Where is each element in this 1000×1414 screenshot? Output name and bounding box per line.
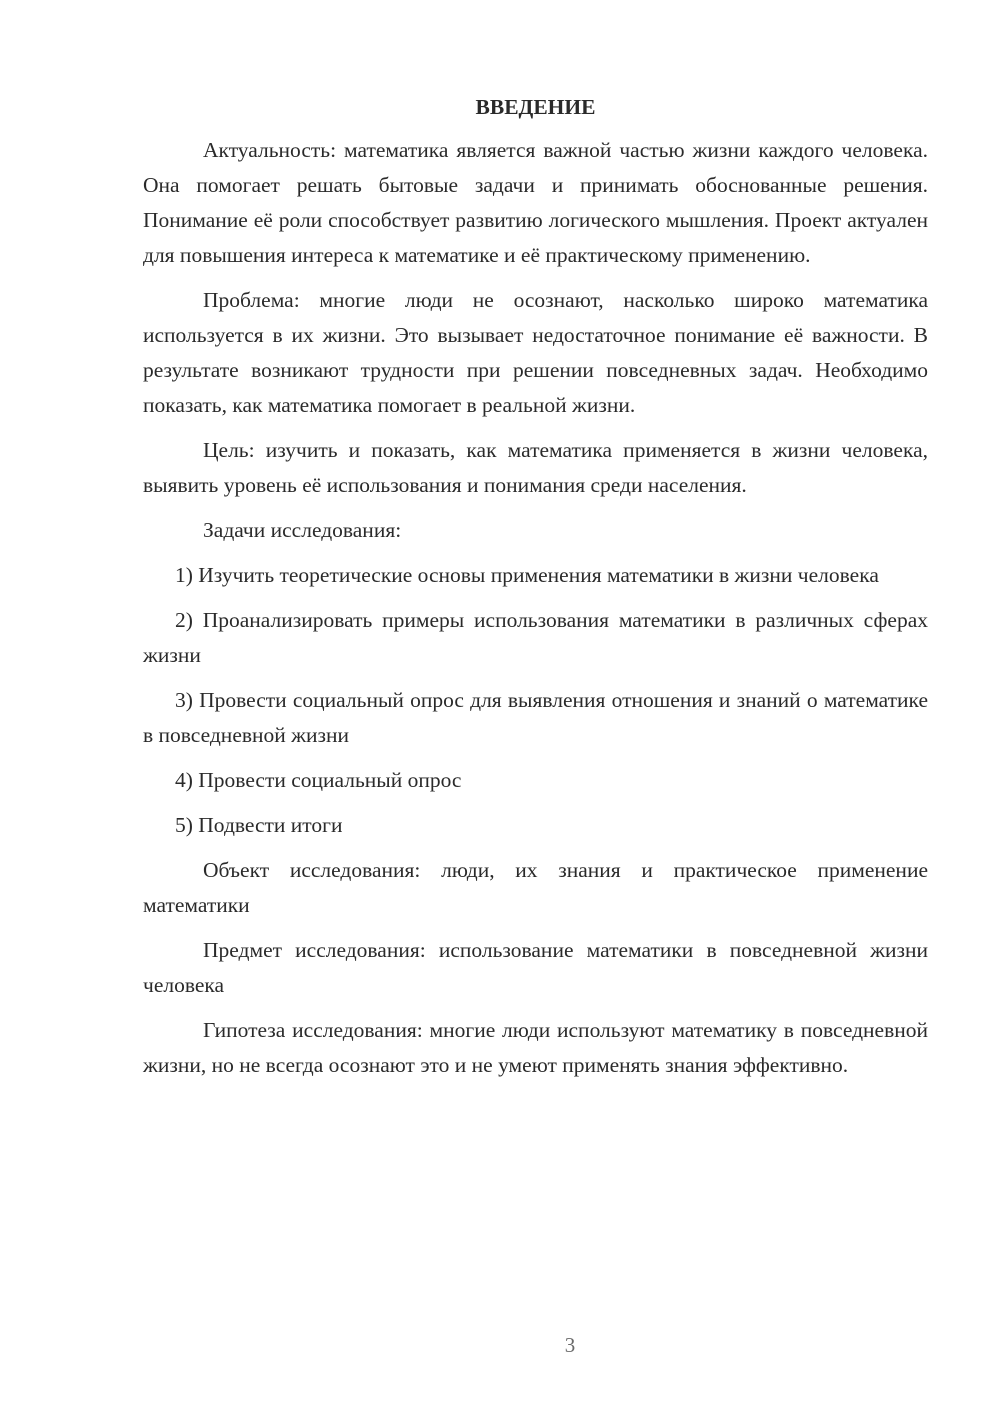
paragraph-relevance: Актуальность: математика является важной частью жизни каждого человека. Она помогает решать бытовые задачи и принимать обоснованные решения. Понимание её роли способствует развитию логического мышления. Проект актуален для повышения интереса к математике и её практическому применению. — [143, 138, 928, 267]
page-number: 3 — [564, 1333, 576, 1357]
paragraph-goal: Цель: изучить и показать, как математика применяется в жизни человека, выявить уровень её использования и понимания среди населения. — [143, 438, 928, 497]
list-item: 3) Провести социальный опрос для выявления отношения и знаний о математике в повседневной жизни — [143, 688, 928, 747]
paragraph-problem: Проблема: многие люди не осознают, насколько широко математика используется в их жизни. Это вызывает недостаточное понимание её важности. В результате возникают трудности при решении повседневных задач. Необходимо показать, как математика помогает в реальной жизни. — [143, 288, 928, 417]
paragraph-object: Объект исследования: люди, их знания и практическое применение математики — [143, 858, 928, 917]
list-item: 4) Провести социальный опрос — [175, 768, 462, 792]
list-item: 1) Изучить теоретические основы применения математики в жизни человека — [175, 563, 879, 587]
list-item: 5) Подвести итоги — [175, 813, 343, 837]
paragraph-subject: Предмет исследования: использование математики в повседневной жизни человека — [143, 938, 928, 997]
page-title: ВВЕДЕНИЕ — [475, 95, 596, 119]
paragraph-hypothesis: Гипотеза исследования: многие люди используют математику в повседневной жизни, но не всегда осознают это и не умеют применять знания эффективно. — [143, 1018, 928, 1077]
list-item: 2) Проанализировать примеры использования математики в различных сферах жизни — [143, 608, 928, 667]
document-page — [143, 90, 928, 1093]
tasks-title: Задачи исследования: — [203, 518, 402, 542]
tasks-list — [143, 558, 928, 843]
